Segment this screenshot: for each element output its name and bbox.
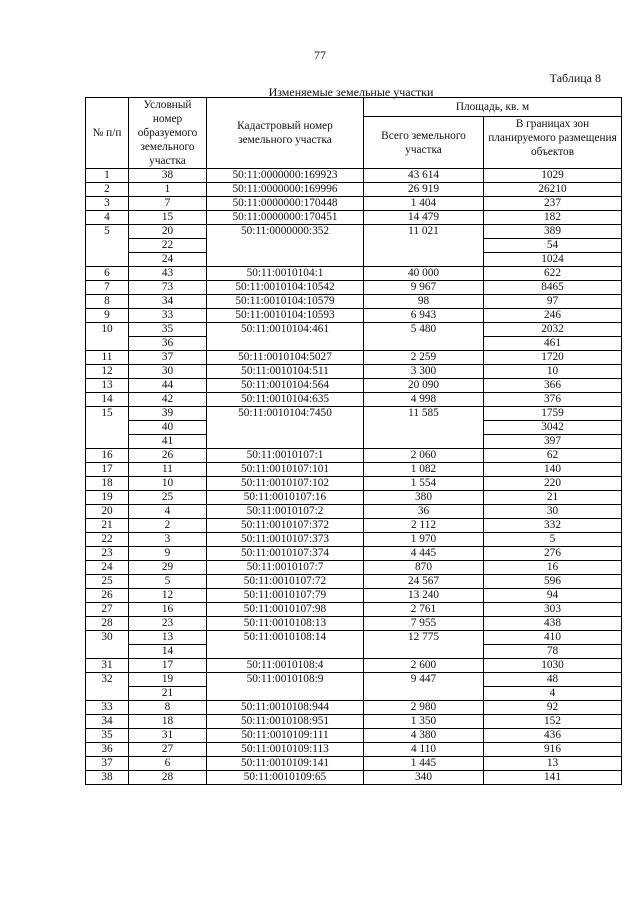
- zone-area: 596: [484, 575, 622, 589]
- cadastral-number: 50:11:0010108:13: [207, 617, 364, 631]
- total-area: 2 060: [364, 449, 484, 463]
- table-row: [86, 743, 622, 757]
- cadastral-number: 50:11:0010107:372: [207, 519, 364, 533]
- row-number: 33: [86, 701, 129, 715]
- row-number: 25: [86, 575, 129, 589]
- table-row: [86, 477, 622, 491]
- table-row: [86, 463, 622, 477]
- cadastral-number: 50:11:0000000:170451: [207, 211, 364, 225]
- total-area: 1 445: [364, 757, 484, 771]
- row-number: 8: [86, 295, 129, 309]
- zone-area: 140: [484, 463, 622, 477]
- total-area: 9 447: [364, 673, 484, 701]
- row-number: 23: [86, 547, 129, 561]
- cadastral-number: 50:11:0010109:141: [207, 757, 364, 771]
- table-row: [86, 225, 622, 239]
- row-number: 30: [86, 631, 129, 659]
- conditional-number: 14: [129, 645, 207, 659]
- zone-area: 461: [484, 337, 622, 351]
- row-number: 2: [86, 183, 129, 197]
- total-area: 40 000: [364, 267, 484, 281]
- conditional-number: 36: [129, 337, 207, 351]
- conditional-number: 39: [129, 407, 207, 421]
- row-number: 10: [86, 323, 129, 351]
- zone-area: 13: [484, 757, 622, 771]
- zone-area: 220: [484, 477, 622, 491]
- cadastral-number: 50:11:0010104:461: [207, 323, 364, 351]
- conditional-number: 18: [129, 715, 207, 729]
- conditional-number: 42: [129, 393, 207, 407]
- conditional-number: 9: [129, 547, 207, 561]
- total-area: 2 980: [364, 701, 484, 715]
- row-number: 19: [86, 491, 129, 505]
- total-area: 6 943: [364, 309, 484, 323]
- cadastral-number: 50:11:0010108:14: [207, 631, 364, 659]
- total-area: 3 300: [364, 365, 484, 379]
- table-row: [86, 365, 622, 379]
- conditional-number: 29: [129, 561, 207, 575]
- cadastral-number: 50:11:0010107:7: [207, 561, 364, 575]
- conditional-number: 37: [129, 351, 207, 365]
- zone-area: 1024: [484, 253, 622, 267]
- total-area: 12 775: [364, 631, 484, 659]
- zone-area: 152: [484, 715, 622, 729]
- row-number: 28: [86, 617, 129, 631]
- cadastral-number: 50:11:0000000:170448: [207, 197, 364, 211]
- conditional-number: 8: [129, 701, 207, 715]
- conditional-number: 40: [129, 421, 207, 435]
- table-row: [86, 547, 622, 561]
- conditional-number: 21: [129, 687, 207, 701]
- cadastral-number: 50:11:0010107:373: [207, 533, 364, 547]
- zone-area: 1029: [484, 169, 622, 183]
- table-row: [86, 407, 622, 421]
- zone-area: 376: [484, 393, 622, 407]
- total-area: 20 090: [364, 379, 484, 393]
- row-number: 18: [86, 477, 129, 491]
- total-area: 4 998: [364, 393, 484, 407]
- zone-area: 92: [484, 701, 622, 715]
- table-row: [86, 659, 622, 673]
- cadastral-number: 50:11:0010108:9: [207, 673, 364, 701]
- conditional-number: 27: [129, 743, 207, 757]
- row-number: 20: [86, 505, 129, 519]
- header-total-area: Всего земельного участка: [364, 117, 484, 169]
- total-area: 24 567: [364, 575, 484, 589]
- table-row: [86, 617, 622, 631]
- total-area: 36: [364, 505, 484, 519]
- conditional-number: 30: [129, 365, 207, 379]
- total-area: 5 480: [364, 323, 484, 351]
- table-body: [86, 169, 622, 785]
- table-row: [86, 281, 622, 295]
- row-number: 3: [86, 197, 129, 211]
- table-row: [86, 393, 622, 407]
- table-row: [86, 757, 622, 771]
- cadastral-number: 50:11:0010104:564: [207, 379, 364, 393]
- total-area: 11 585: [364, 407, 484, 449]
- total-area: 340: [364, 771, 484, 785]
- row-number: 4: [86, 211, 129, 225]
- zone-area: 436: [484, 729, 622, 743]
- zone-area: 3042: [484, 421, 622, 435]
- land-plots-table: [85, 97, 622, 785]
- zone-area: 622: [484, 267, 622, 281]
- zone-area: 16: [484, 561, 622, 575]
- row-number: 27: [86, 603, 129, 617]
- header-zone-area: В границах зон планируемого размещения объектов: [484, 117, 622, 169]
- row-number: 22: [86, 533, 129, 547]
- total-area: 2 600: [364, 659, 484, 673]
- cadastral-number: 50:11:0010107:102: [207, 477, 364, 491]
- row-number: 14: [86, 393, 129, 407]
- conditional-number: 17: [129, 659, 207, 673]
- total-area: 870: [364, 561, 484, 575]
- header-conditional-number: Условный номер образуемого земельного участка: [129, 98, 207, 169]
- cadastral-number: 50:11:0010107:101: [207, 463, 364, 477]
- table-row: [86, 561, 622, 575]
- zone-area: 54: [484, 239, 622, 253]
- cadastral-number: 50:11:0010104:635: [207, 393, 364, 407]
- table-row: [86, 169, 622, 183]
- total-area: 4 445: [364, 547, 484, 561]
- zone-area: 97: [484, 295, 622, 309]
- cadastral-number: 50:11:0010107:16: [207, 491, 364, 505]
- row-number: 15: [86, 407, 129, 449]
- zone-area: 8465: [484, 281, 622, 295]
- zone-area: 1030: [484, 659, 622, 673]
- zone-area: 410: [484, 631, 622, 645]
- conditional-number: 10: [129, 477, 207, 491]
- conditional-number: 1: [129, 183, 207, 197]
- zone-area: 1720: [484, 351, 622, 365]
- table-row: [86, 295, 622, 309]
- total-area: 4 110: [364, 743, 484, 757]
- cadastral-number: 50:11:0010104:511: [207, 365, 364, 379]
- conditional-number: 11: [129, 463, 207, 477]
- total-area: 14 479: [364, 211, 484, 225]
- table-row: [86, 211, 622, 225]
- conditional-number: 4: [129, 505, 207, 519]
- conditional-number: 7: [129, 197, 207, 211]
- table-row: [86, 575, 622, 589]
- cadastral-number: 50:11:0010109:113: [207, 743, 364, 757]
- conditional-number: 16: [129, 603, 207, 617]
- cadastral-number: 50:11:0010104:7450: [207, 407, 364, 449]
- table-row: [86, 379, 622, 393]
- total-area: 43 614: [364, 169, 484, 183]
- total-area: 7 955: [364, 617, 484, 631]
- table-row: [86, 771, 622, 785]
- table-row: [86, 519, 622, 533]
- zone-area: 389: [484, 225, 622, 239]
- table-title: Изменяемые земельные участки: [268, 85, 434, 99]
- zone-area: 10: [484, 365, 622, 379]
- row-number: 12: [86, 365, 129, 379]
- total-area: 2 112: [364, 519, 484, 533]
- cadastral-number: 50:11:0010108:4: [207, 659, 364, 673]
- conditional-number: 19: [129, 673, 207, 687]
- table-row: [86, 715, 622, 729]
- zone-area: 332: [484, 519, 622, 533]
- total-area: 380: [364, 491, 484, 505]
- row-number: 21: [86, 519, 129, 533]
- table-row: [86, 323, 622, 337]
- row-number: 6: [86, 267, 129, 281]
- zone-area: 916: [484, 743, 622, 757]
- conditional-number: 38: [129, 169, 207, 183]
- cadastral-number: 50:11:0010107:98: [207, 603, 364, 617]
- table-row: [86, 449, 622, 463]
- total-area: 1 082: [364, 463, 484, 477]
- zone-area: 30: [484, 505, 622, 519]
- conditional-number: 20: [129, 225, 207, 239]
- zone-area: 94: [484, 589, 622, 603]
- total-area: 26 919: [364, 183, 484, 197]
- row-number: 9: [86, 309, 129, 323]
- cadastral-number: 50:11:0010108:951: [207, 715, 364, 729]
- conditional-number: 15: [129, 211, 207, 225]
- conditional-number: 28: [129, 771, 207, 785]
- cadastral-number: 50:11:0010109:65: [207, 771, 364, 785]
- row-number: 38: [86, 771, 129, 785]
- zone-area: 62: [484, 449, 622, 463]
- total-area: 9 967: [364, 281, 484, 295]
- conditional-number: 73: [129, 281, 207, 295]
- zone-area: 48: [484, 673, 622, 687]
- cadastral-number: 50:11:0010104:1: [207, 267, 364, 281]
- table-row: [86, 631, 622, 645]
- table-row: [86, 533, 622, 547]
- header-area: Площадь, кв. м: [364, 98, 622, 117]
- conditional-number: 13: [129, 631, 207, 645]
- header-number: № п/п: [86, 98, 129, 169]
- row-number: 17: [86, 463, 129, 477]
- zone-area: 182: [484, 211, 622, 225]
- conditional-number: 35: [129, 323, 207, 337]
- zone-area: 246: [484, 309, 622, 323]
- table-label: Таблица 8: [549, 71, 601, 85]
- zone-area: 2032: [484, 323, 622, 337]
- zone-area: 141: [484, 771, 622, 785]
- row-number: 11: [86, 351, 129, 365]
- cadastral-number: 50:11:0010104:10593: [207, 309, 364, 323]
- zone-area: 237: [484, 197, 622, 211]
- conditional-number: 25: [129, 491, 207, 505]
- cadastral-number: 50:11:0010104:10579: [207, 295, 364, 309]
- row-number: 24: [86, 561, 129, 575]
- total-area: 2 761: [364, 603, 484, 617]
- table-row: [86, 183, 622, 197]
- cadastral-number: 50:11:0010107:72: [207, 575, 364, 589]
- table-row: [86, 701, 622, 715]
- total-area: 1 970: [364, 533, 484, 547]
- cadastral-number: 50:11:0010108:944: [207, 701, 364, 715]
- row-number: 7: [86, 281, 129, 295]
- conditional-number: 22: [129, 239, 207, 253]
- table-row: [86, 505, 622, 519]
- row-number: 26: [86, 589, 129, 603]
- table-row: [86, 729, 622, 743]
- conditional-number: 43: [129, 267, 207, 281]
- table-row: [86, 309, 622, 323]
- zone-area: 4: [484, 687, 622, 701]
- row-number: 1: [86, 169, 129, 183]
- total-area: 13 240: [364, 589, 484, 603]
- header-cadastral-number: Кадастровый номер земельного участка: [207, 98, 364, 169]
- total-area: 98: [364, 295, 484, 309]
- row-number: 31: [86, 659, 129, 673]
- total-area: 4 380: [364, 729, 484, 743]
- total-area: 1 404: [364, 197, 484, 211]
- conditional-number: 3: [129, 533, 207, 547]
- cadastral-number: 50:11:0010109:111: [207, 729, 364, 743]
- conditional-number: 2: [129, 519, 207, 533]
- table-row: [86, 673, 622, 687]
- row-number: 36: [86, 743, 129, 757]
- cadastral-number: 50:11:0010107:2: [207, 505, 364, 519]
- table-row: [86, 589, 622, 603]
- table-row: [86, 267, 622, 281]
- row-number: 5: [86, 225, 129, 267]
- row-number: 16: [86, 449, 129, 463]
- conditional-number: 41: [129, 435, 207, 449]
- cadastral-number: 50:11:0010107:374: [207, 547, 364, 561]
- cadastral-number: 50:11:0010107:79: [207, 589, 364, 603]
- total-area: 11 021: [364, 225, 484, 267]
- conditional-number: 12: [129, 589, 207, 603]
- zone-area: 21: [484, 491, 622, 505]
- row-number: 32: [86, 673, 129, 701]
- conditional-number: 44: [129, 379, 207, 393]
- cadastral-number: 50:11:0010107:1: [207, 449, 364, 463]
- zone-area: 303: [484, 603, 622, 617]
- table-row: [86, 491, 622, 505]
- conditional-number: 26: [129, 449, 207, 463]
- table-row: [86, 197, 622, 211]
- cadastral-number: 50:11:0000000:352: [207, 225, 364, 267]
- conditional-number: 34: [129, 295, 207, 309]
- zone-area: 366: [484, 379, 622, 393]
- conditional-number: 6: [129, 757, 207, 771]
- row-number: 37: [86, 757, 129, 771]
- table-row: [86, 351, 622, 365]
- conditional-number: 33: [129, 309, 207, 323]
- cadastral-number: 50:11:0010104:10542: [207, 281, 364, 295]
- zone-area: 26210: [484, 183, 622, 197]
- table-row: [86, 603, 622, 617]
- total-area: 2 259: [364, 351, 484, 365]
- row-number: 35: [86, 729, 129, 743]
- conditional-number: 5: [129, 575, 207, 589]
- conditional-number: 23: [129, 617, 207, 631]
- cadastral-number: 50:11:0000000:169996: [207, 183, 364, 197]
- total-area: 1 554: [364, 477, 484, 491]
- row-number: 34: [86, 715, 129, 729]
- zone-area: 1759: [484, 407, 622, 421]
- zone-area: 397: [484, 435, 622, 449]
- total-area: 1 350: [364, 715, 484, 729]
- conditional-number: 31: [129, 729, 207, 743]
- zone-area: 5: [484, 533, 622, 547]
- zone-area: 78: [484, 645, 622, 659]
- row-number: 13: [86, 379, 129, 393]
- zone-area: 276: [484, 547, 622, 561]
- conditional-number: 24: [129, 253, 207, 267]
- zone-area: 438: [484, 617, 622, 631]
- cadastral-number: 50:11:0000000:169923: [207, 169, 364, 183]
- page-number: 77: [314, 48, 326, 62]
- cadastral-number: 50:11:0010104:5027: [207, 351, 364, 365]
